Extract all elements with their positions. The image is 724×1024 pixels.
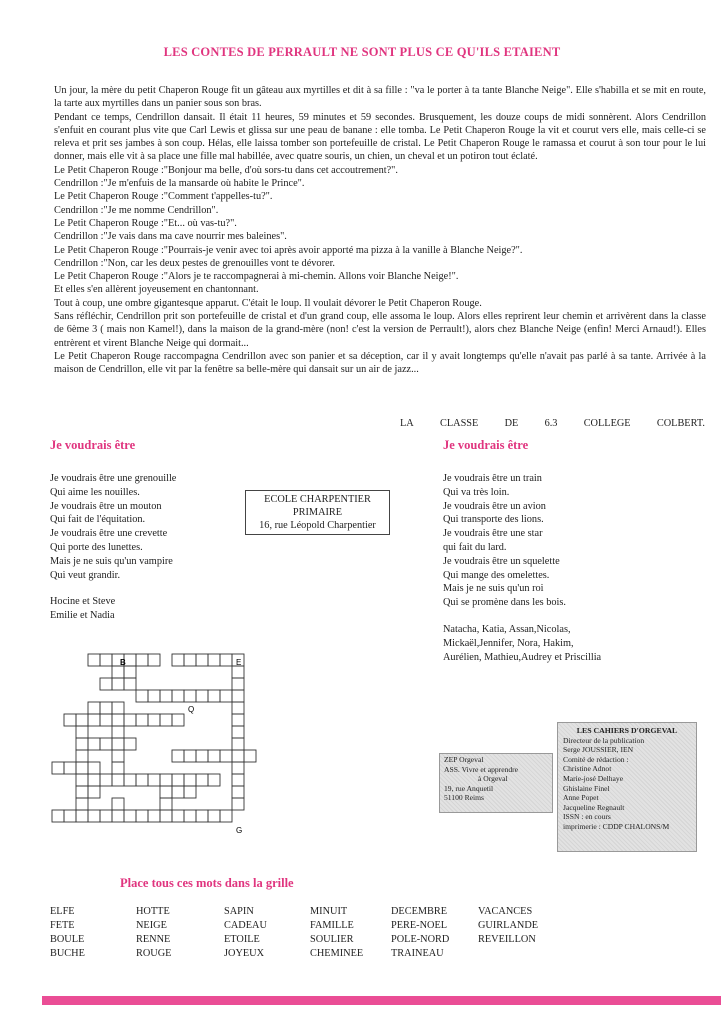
crossword-cell [172, 810, 184, 822]
poem-line: Qui transporte des lions. [443, 514, 544, 526]
school-box [245, 490, 390, 535]
poem-line: qui fait du lard. [443, 541, 507, 553]
crossword-cell [112, 750, 124, 762]
grid-title: Place tous ces mots dans la grille [120, 876, 294, 890]
crossword-cell [220, 810, 232, 822]
story-paragraph: Cendrillon :"Je me nomme Cendrillon". [54, 204, 219, 216]
poem-line: Mais je ne suis qu'un roi [443, 583, 544, 595]
word-column [50, 905, 85, 961]
word: PERE-NOEL [391, 920, 448, 931]
poem-line: Qui aime les nouilles. [50, 486, 140, 498]
crossword-cell [172, 786, 184, 798]
publication-line: imprimerie : CDDP CHALONS/M [563, 821, 670, 831]
poem-line: Je voudrais être un mouton [50, 500, 162, 512]
crossword-cell [88, 810, 100, 822]
crossword-cell [64, 762, 76, 774]
crossword-cell [76, 786, 88, 798]
crossword-cell [64, 714, 76, 726]
crossword-cell [184, 750, 196, 762]
poem-line: Qui veut grandir. [50, 569, 121, 581]
poem-author: Natacha, Katia, Assan,Nicolas, [443, 623, 571, 635]
crossword-cell [124, 654, 136, 666]
word: RENNE [136, 934, 171, 945]
publication-line: Serge JOUSSIER, IEN [563, 745, 634, 755]
zep-line: 51100 Reims [444, 793, 485, 803]
crossword-cell [76, 762, 88, 774]
signature-word: LA [400, 418, 414, 429]
school-level: PRIMAIRE [292, 507, 343, 518]
crossword-cell [52, 762, 64, 774]
crossword-letter: E [236, 658, 242, 667]
crossword-grid [50, 652, 290, 862]
zep-box [439, 753, 553, 813]
crossword-cell [220, 654, 232, 666]
crossword-cell [88, 774, 100, 786]
zep-line: à Orgeval [478, 774, 508, 784]
crossword-cell [232, 750, 244, 762]
crossword-cell [112, 714, 124, 726]
publication-line: Comité de rédaction : [563, 754, 629, 764]
crossword-cell [160, 810, 172, 822]
crossword-cell [232, 726, 244, 738]
publication-line: Jacqueline Regnault [563, 802, 625, 812]
story-paragraph: Pendant ce temps, Cendrillon dansait. Il était 11 heures, 59 minutes et 59 secondes. Brusquement, les douze coups de midi sonnèrent. Alors Cendrillon s'enfuit en courant plus vite que Carl Lewis et glissa sur une peau de banane : elle tomba. Le Petit Chaperon Rouge la vit et courut vers elle, mais celle-ci se releva et prit ses jambes à son coup. Hélas, elle laissa tomber son portefeuille de cristal. Le Petit Chaperon Rouge le ramassa et courut à son tour pour le lui donner, mais elle vit à sa place une fille mal habillée, avec quatre souris, un chien, un cheval et un potiron tout éclaté. [54, 111, 706, 163]
crossword-cell [124, 774, 136, 786]
word: CHEMINEE [310, 948, 364, 959]
word: REVEILLON [478, 934, 536, 945]
zep-line: ZEP Orgeval [444, 755, 484, 764]
crossword-cell [76, 726, 88, 738]
word-column [136, 905, 171, 961]
poem-author: Mickaël,Jennifer, Nora, Hakim, [443, 637, 574, 649]
crossword-cell [172, 690, 184, 702]
poem-right [443, 472, 601, 664]
word: JOYEUX [224, 948, 265, 959]
story-paragraph: Cendrillon :"Non, car les deux pestes de grenouilles vont te dévorer. [54, 257, 336, 269]
poem-line: Je voudrais être une crevette [50, 528, 168, 540]
crossword-cell [184, 690, 196, 702]
crossword-letter: Q [188, 705, 195, 714]
poem-line: Qui va très loin. [443, 486, 510, 498]
crossword-cell [160, 798, 172, 810]
crossword-cell [148, 654, 160, 666]
crossword-cell [196, 774, 208, 786]
story-paragraph: Et elles s'en allèrent joyeusement en chantonnant. [54, 284, 259, 296]
story-paragraph: Cendrillon :"Je m'enfuis de la mansarde où habite le Prince". [54, 178, 305, 190]
crossword-cell [76, 774, 88, 786]
crossword-cell [88, 654, 100, 666]
crossword-cell [208, 654, 220, 666]
crossword-cell [112, 726, 124, 738]
crossword-cell [100, 774, 112, 786]
publication-line: Directeur de la publication [563, 735, 645, 745]
crossword-cell [232, 666, 244, 678]
word: FAMILLE [310, 920, 354, 931]
crossword-cell [88, 786, 100, 798]
crossword-cell [112, 762, 124, 774]
word: SOULIER [310, 934, 354, 945]
word: MINUIT [310, 906, 348, 917]
poem-line: Je voudrais être un squelette [443, 555, 560, 567]
crossword-cell [64, 810, 76, 822]
crossword-cell [136, 690, 148, 702]
poem-left [50, 472, 176, 623]
story-text [54, 84, 706, 377]
crossword-cell [112, 798, 124, 810]
crossword-letter: G [236, 826, 243, 835]
publication-line: Christine Adnot [563, 764, 612, 774]
crossword-letter: B [120, 658, 126, 667]
publication-line: Ghislaine Finel [563, 783, 610, 793]
crossword-cell [232, 702, 244, 714]
story-paragraph: Le Petit Chaperon Rouge :"Bonjour ma belle, d'où sors-tu dans cet accoutrement?". [54, 164, 398, 176]
word: ETOILE [224, 934, 260, 945]
word: CADEAU [224, 920, 267, 931]
crossword-cell [232, 762, 244, 774]
poem-line: Qui se promène dans les bois. [443, 597, 566, 609]
crossword-cell [76, 714, 88, 726]
crossword-cell [112, 810, 124, 822]
page-title: LES CONTES DE PERRAULT NE SONT PLUS CE QU'ILS ETAIENT [163, 45, 561, 59]
crossword-cell [160, 774, 172, 786]
poem-author: Aurélien, Mathieu,Audrey et Priscillia [443, 651, 602, 663]
poem-right-title: Je voudrais être [443, 438, 529, 452]
zep-line: 19, rue Anquetil [444, 783, 494, 793]
word: VACANCES [478, 906, 533, 917]
crossword-cell [184, 786, 196, 798]
crossword-cell [136, 774, 148, 786]
crossword-cell [124, 714, 136, 726]
publication-line: ISSN : en cours [563, 812, 611, 822]
crossword-cell [220, 750, 232, 762]
signature-word: COLBERT. [656, 418, 705, 429]
crossword-cell [232, 738, 244, 750]
story-paragraph: Le Petit Chaperon Rouge raccompagna Cendrillon avec son panier et sa déception, car il y avait longtemps qu'elle n'avait pas parlé à sa tante. Arrivée à la maison de Cendrillon, elle vit par la fenêtre sa belle-mère qui dansait sur un air de jazz... [54, 350, 706, 376]
crossword-cell [136, 714, 148, 726]
word-column [224, 905, 267, 961]
word: ELFE [50, 906, 75, 917]
crossword-cell [100, 738, 112, 750]
crossword-cell [196, 690, 208, 702]
poem-line: Qui mange des omelettes. [443, 569, 550, 581]
crossword-cell [220, 690, 232, 702]
crossword-cell [148, 774, 160, 786]
crossword-cell [196, 750, 208, 762]
poem-author: Emilie et Nadia [50, 610, 115, 622]
story-paragraph: Cendrillon :"Je vais dans ma cave nourrir mes baleines". [54, 231, 287, 243]
word: NEIGE [136, 920, 167, 931]
signature-word: CLASSE [439, 418, 479, 429]
zep-line: ASS. Vivre et apprendre [444, 764, 519, 774]
crossword-cell [232, 798, 244, 810]
signature-word: 6.3 [544, 418, 558, 429]
crossword-cell [148, 714, 160, 726]
poem-author: Hocine et Steve [50, 596, 116, 608]
crossword-cell [196, 654, 208, 666]
crossword-cell [124, 738, 136, 750]
poem-line: Je voudrais être une grenouille [50, 473, 177, 484]
crossword-cell [136, 654, 148, 666]
word: POLE-NORD [391, 934, 450, 945]
signature-word: COLLEGE [583, 418, 631, 429]
word: ROUGE [136, 948, 172, 959]
crossword-cell [208, 810, 220, 822]
word: HOTTE [136, 906, 170, 917]
story-signature [400, 418, 705, 429]
poem-line: Qui porte des lunettes. [50, 541, 143, 553]
crossword-cell [208, 774, 220, 786]
publication-box [557, 722, 697, 852]
crossword-cell [100, 810, 112, 822]
poem-line: Qui fait de l'équitation. [50, 514, 146, 526]
story-paragraph: Tout à coup, une ombre gigantesque apparut. C'était le loup. Il voulait dévorer le Petit Chaperon Rouge. [54, 297, 482, 309]
word: TRAINEAU [391, 948, 444, 959]
word: BOULE [50, 934, 85, 945]
crossword-cell [88, 702, 100, 714]
word: FETE [50, 920, 75, 931]
story-paragraph: Le Petit Chaperon Rouge :"Pourrais-je venir avec toi après avoir apporté ma pizza à la vanille à Blanche Neige?". [54, 244, 523, 256]
crossword-cell [184, 654, 196, 666]
crossword-cell [112, 666, 124, 678]
crossword-cell [124, 666, 136, 678]
crossword-cell [172, 654, 184, 666]
crossword-cell [196, 810, 208, 822]
story-paragraph: Le Petit Chaperon Rouge :"Alors je te raccompagnerai à mi-chemin. Allons voir Blanche Neige!". [54, 271, 459, 283]
crossword-cell [136, 810, 148, 822]
crossword-cell [160, 714, 172, 726]
crossword-cell [148, 690, 160, 702]
story-paragraph: Le Petit Chaperon Rouge :"Et... où vas-tu?". [54, 217, 237, 229]
word-column [310, 905, 363, 961]
signature-word: DE [504, 418, 519, 429]
crossword-cell [100, 654, 112, 666]
crossword-cell [100, 714, 112, 726]
footer-bar [42, 996, 721, 1005]
word-column [478, 905, 538, 947]
poem-line: Je voudrais être une star [443, 528, 543, 540]
crossword-cell [88, 714, 100, 726]
crossword-cell [124, 810, 136, 822]
crossword-cell [232, 690, 244, 702]
story-paragraph: Le Petit Chaperon Rouge :"Comment t'appelles-tu?". [54, 191, 273, 203]
crossword-cell [76, 750, 88, 762]
crossword-cell [160, 786, 172, 798]
crossword-cell [112, 678, 124, 690]
word: BUCHE [50, 948, 85, 959]
poem-line: Je voudrais être un avion [443, 500, 546, 512]
crossword-cell [76, 798, 88, 810]
poem-line: Je voudrais être un train [443, 473, 542, 484]
word: SAPIN [224, 906, 254, 917]
crossword-cell [232, 774, 244, 786]
crossword-cell [244, 750, 256, 762]
crossword-cell [232, 678, 244, 690]
word-column [391, 905, 449, 961]
crossword-cell [184, 774, 196, 786]
story-paragraph: Sans réfléchir, Cendrillon prit son portefeuille de cristal et d'un grand coup, elle assoma le loup. Alors elles reprirent leur chemin et arrivèrent dans la classe de 6ème 3 ( mais non Kamel!), dans la maison de la grand-mère (non! c'est la version de Perrault!), alors chez Blanche Neige (enfin! Merci Arnaud!). Elles entrèrent et virent Blanche Neige qui dormait... [54, 311, 706, 349]
crossword-cell [100, 678, 112, 690]
crossword-cell [76, 738, 88, 750]
crossword-cell [88, 738, 100, 750]
crossword-cell [112, 738, 124, 750]
crossword-cell [172, 774, 184, 786]
word: DECEMBRE [391, 906, 448, 917]
publication-title: LES CAHIERS D'ORGEVAL [576, 726, 678, 735]
crossword-cell [112, 774, 124, 786]
publication-line: Anne Popet [563, 793, 599, 803]
school-address: 16, rue Léopold Charpentier [259, 520, 376, 531]
crossword-cell [76, 810, 88, 822]
crossword-cell [88, 762, 100, 774]
poem-line: Mais je ne suis qu'un vampire [50, 555, 173, 567]
crossword-cell [208, 750, 220, 762]
crossword-cell [52, 810, 64, 822]
crossword-cell [172, 714, 184, 726]
crossword-cell [148, 810, 160, 822]
publication-line: Marie-josé Delhaye [563, 773, 624, 783]
crossword-cell [232, 714, 244, 726]
story-paragraph: Un jour, la mère du petit Chaperon Rouge fit un gâteau aux myrtilles et dit à sa fille : "va le porter à ta tante Blanche Neige". Elle s'habilla et se mit en route, la tarte aux myrtilles dans un panier sous son bras. [54, 85, 706, 110]
crossword-cell [232, 786, 244, 798]
crossword-cell [184, 810, 196, 822]
crossword-cell [112, 702, 124, 714]
crossword-cell [172, 750, 184, 762]
crossword-cell [160, 690, 172, 702]
school-name: ECOLE CHARPENTIER [264, 494, 371, 505]
crossword-cell [208, 690, 220, 702]
word: GUIRLANDE [478, 920, 539, 931]
crossword-cell [100, 702, 112, 714]
poem-left-title: Je voudrais être [50, 438, 136, 452]
crossword-cell [124, 678, 136, 690]
